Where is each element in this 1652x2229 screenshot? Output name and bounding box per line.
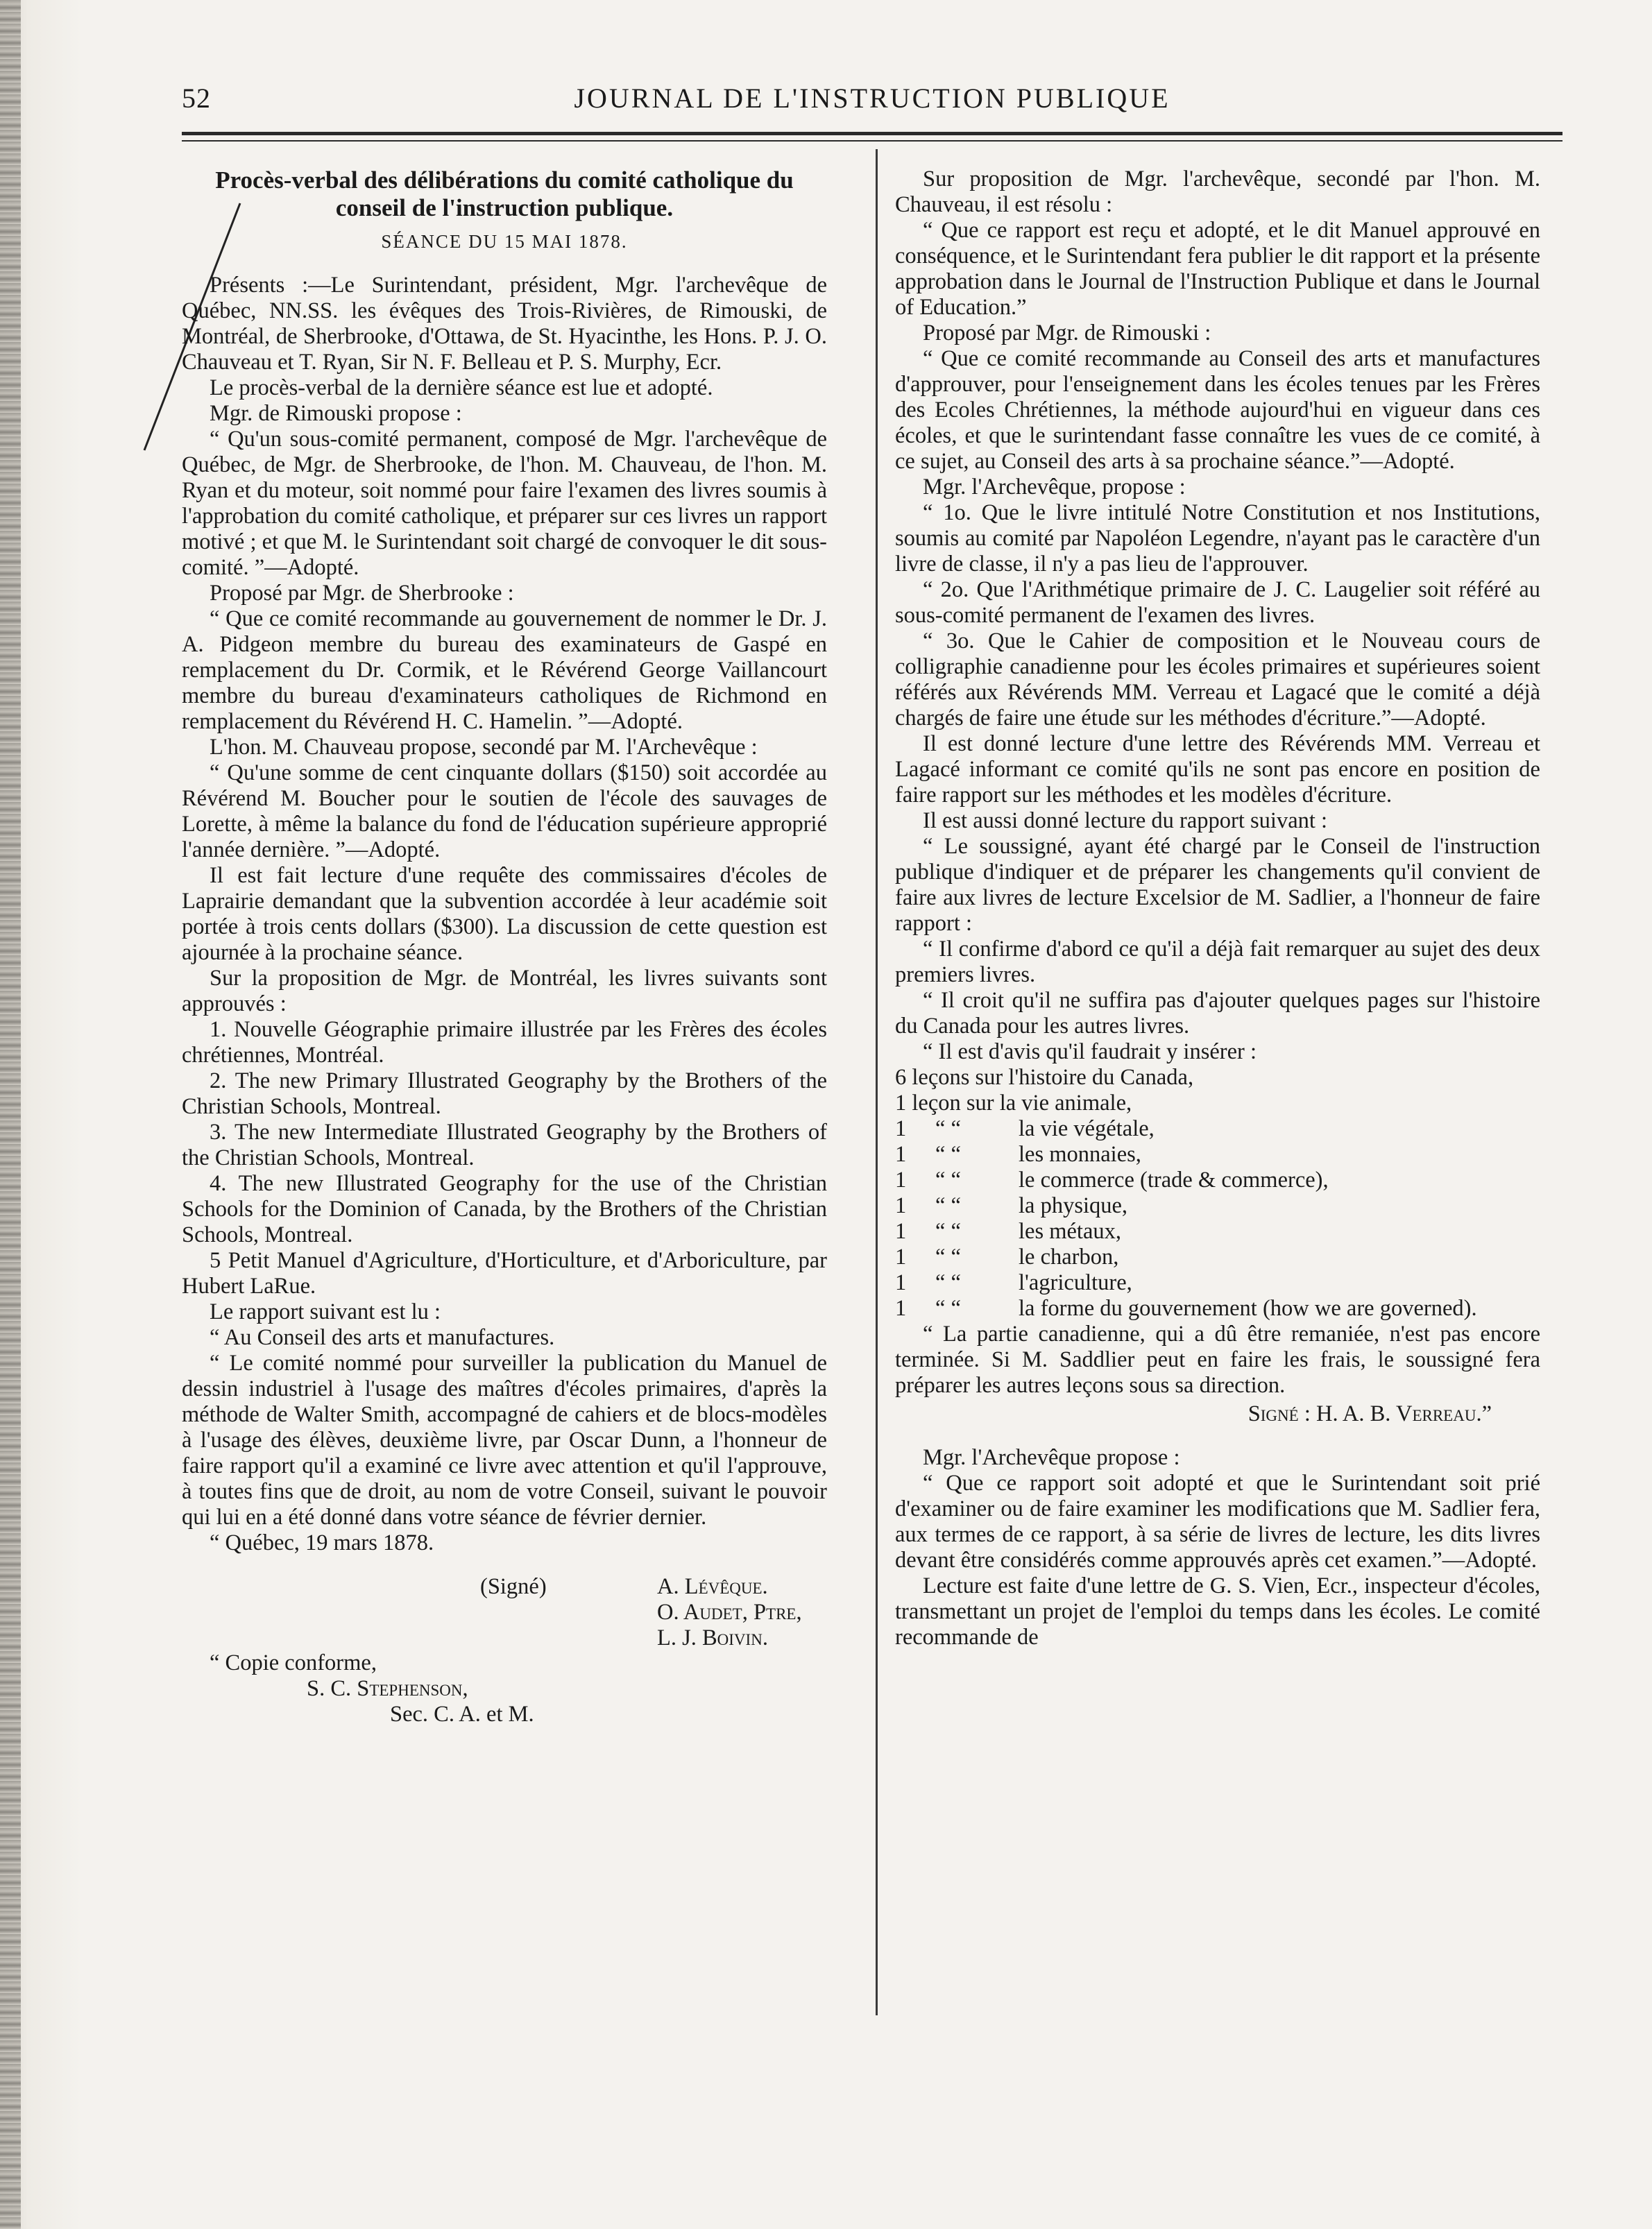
binding-edge	[0, 0, 21, 2229]
signature-label: (Signé)	[480, 1574, 547, 1599]
signatory: L. J. Boivin.	[657, 1625, 768, 1650]
paragraph: “ La partie canadienne, qui a dû être remaniée, n'est pas encore terminée. Si M. Saddlier peut en faire les frais, le soussigné fera préparer les autres leçons sous sa direction.	[895, 1322, 1540, 1398]
right-column	[895, 166, 1540, 1650]
lesson-count: 1	[895, 1245, 907, 1270]
paragraph: “ Il croit qu'il ne suffira pas d'ajouter quelques pages sur l'histoire du Canada pour les autres livres.	[895, 988, 1540, 1039]
paragraph: “ Que ce rapport soit adopté et que le Surintendant soit prié d'examiner ou de faire examiner les modifications que M. Sadlier fera, aux termes de ce rapport, à sa série de livres de lecture, les dits livres devant être considérés comme approuvés après cet examen.”—Adopté.	[895, 1471, 1540, 1573]
paragraph: “ Qu'une somme de cent cinquante dollars ($150) soit accordée au Révérend M. Boucher pour le soutien de l'école des sauvages de Lorette, à même la balance du fond de l'éducation supérieure approprié l'année dernière. ”—Adopté.	[182, 760, 827, 862]
lesson-list-item	[895, 1168, 1540, 1193]
paragraph: “ Il est d'avis qu'il faudrait y insérer :	[923, 1039, 1257, 1064]
lesson-count: 1	[895, 1168, 907, 1193]
paragraph: “ Québec, 19 mars 1878.	[210, 1530, 434, 1555]
lesson-list-item	[895, 1142, 1540, 1168]
lesson-list-item	[895, 1270, 1540, 1296]
lesson-list-item	[895, 1193, 1540, 1219]
session-date: SÉANCE DU 15 MAI 1878.	[381, 231, 628, 252]
paragraph: Proposé par Mgr. de Rimouski :	[923, 321, 1211, 345]
paragraph: “ Il confirme d'abord ce qu'il a déjà fait remarquer au sujet des deux premiers livres.	[895, 937, 1540, 987]
ditto-marks: “ “	[935, 1245, 961, 1270]
lesson-count: 1	[895, 1116, 907, 1141]
book-list-item: 4. The new Illustrated Geography for the use of the Christian Schools for the Dominion of Canada, by the Brothers of the Christian Schools, Montreal.	[182, 1171, 827, 1247]
paragraph: Le rapport suivant est lu :	[210, 1299, 441, 1324]
ditto-marks: “ “	[935, 1219, 961, 1244]
lesson-list-item	[895, 1245, 1540, 1270]
lesson-topic: la forme du gouvernement (how we are governed).	[1019, 1296, 1477, 1321]
certified-copy	[210, 1650, 534, 1727]
book-list-item: 3. The new Intermediate Illustrated Geography by the Brothers of the Christian Schools, Montreal.	[182, 1120, 827, 1170]
lesson-topic: la vie végétale,	[1019, 1116, 1155, 1141]
ditto-marks: “ “	[935, 1193, 961, 1218]
copy-line: “ Copie conforme,	[210, 1650, 377, 1675]
paragraph: Il est aussi donné lecture du rapport suivant :	[923, 808, 1328, 833]
paragraph: “ Que ce comité recommande au Conseil des arts et manufactures d'approuver, pour l'enseignement dans les écoles tenues par les Frères des Ecoles Chrétiennes, la méthode aujourd'hui en vigueur dans ces écoles, et que le surintendant fasse connaître les vues de ce comité, à ce sujet, au Conseil des arts à sa prochaine séance.”—Adopté.	[895, 346, 1540, 474]
paragraph: Mgr. l'Archevêque, propose :	[923, 475, 1186, 499]
paragraph: “ 3o. Que le Cahier de composition et le Nouveau cours de colligraphie canadienne pour les écoles primaires et supérieures soient référés aux Révérends MM. Verreau et Lagacé que le comité a déjà chargés de faire une étude sur les méthodes d'écriture.”—Adopté.	[895, 629, 1540, 731]
lesson-count: 1	[895, 1219, 907, 1244]
paragraph: L'hon. M. Chauveau propose, secondé par M. l'Archevêque :	[210, 735, 758, 760]
signatories	[657, 1574, 802, 1651]
lesson-topic: le commerce (trade & commerce),	[1019, 1168, 1329, 1193]
paragraph: Mgr. l'Archevêque propose :	[923, 1445, 1180, 1470]
lesson-list-item	[895, 1296, 1540, 1322]
page-number: 52	[182, 83, 211, 114]
lesson-list-item: 1 leçon sur la vie animale,	[895, 1091, 1132, 1116]
paragraph: Le procès-verbal de la dernière séance est lue et adopté.	[210, 375, 713, 400]
paragraph: “ Qu'un sous-comité permanent, composé de Mgr. l'archevêque de Québec, de Mgr. de Sherbrooke, de l'hon. M. Chauveau, de l'hon. M. Ryan et du moteur, soit nommé pour faire l'examen des livres soumis à l'approbation du comité catholique, et préparer sur ces livres un rapport motivé ; et que M. le Surintendant soit chargé de convoquer le dit sous-comité. ”—Adopté.	[182, 427, 827, 580]
signatory: O. Audet, Ptre,	[657, 1600, 802, 1625]
lesson-count: 1	[895, 1270, 907, 1295]
paragraph: “ 1o. Que le livre intitulé Notre Constitution et nos Institutions, soumis au comité par Napoléon Legendre, n'ayant pas le caractère d'un livre de classe, il n'y a pas lieu de l'approuver.	[895, 500, 1540, 577]
signatory: A. Lévêque.	[657, 1574, 768, 1599]
running-title: JOURNAL DE L'INSTRUCTION PUBLIQUE	[574, 83, 1170, 114]
lesson-topic: l'agriculture,	[1019, 1270, 1132, 1295]
ditto-marks: “ “	[935, 1168, 961, 1193]
copy-line: Sec. C. A. et M.	[390, 1702, 534, 1727]
book-list-item: 2. The new Primary Illustrated Geography by the Brothers of the Christian Schools, Montreal.	[182, 1068, 827, 1119]
paragraph: Il est donné lecture d'une lettre des Révérends MM. Verreau et Lagacé informant ce comité qu'ils ne sont pas encore en position de faire rapport sur les méthodes et les modèles d'écriture.	[895, 731, 1540, 808]
lesson-list-item	[895, 1219, 1540, 1245]
lesson-topic: le charbon,	[1019, 1245, 1119, 1270]
paragraph: Lecture est faite d'une lettre de G. S. Vien, Ecr., inspecteur d'écoles, transmettant un projet de l'emploi du temps dans les écoles. Le comité recommande de	[895, 1573, 1540, 1650]
lesson-count: 1	[895, 1296, 907, 1321]
book-list-item: 5 Petit Manuel d'Agriculture, d'Horticulture, et d'Arboriculture, par Hubert LaRue.	[182, 1248, 827, 1299]
paragraph: Proposé par Mgr. de Sherbrooke :	[210, 581, 514, 606]
header-rule-thick	[182, 132, 1562, 135]
lesson-topic: les métaux,	[1019, 1219, 1122, 1244]
column-divider	[876, 149, 878, 2015]
paragraph: Sur la proposition de Mgr. de Montréal, les livres suivants sont approuvés :	[182, 966, 827, 1016]
signature-block	[182, 1574, 827, 1727]
lesson-list-item	[895, 1116, 1540, 1142]
page-header	[182, 78, 1562, 119]
article-heading: Procès-verbal des délibérations du comité catholique du conseil de l'instruction publique.	[215, 166, 794, 221]
report-signature: Signé : H. A. B. Verreau.”	[1247, 1401, 1492, 1426]
paragraph: Il est fait lecture d'une requête des commissaires d'écoles de Laprairie demandant que la subvention accordée à leur académie soit portée à trois cents dollars ($300). La discussion de cette question est ajournée à la prochaine séance.	[182, 863, 827, 965]
copy-line: S. C. Stephenson,	[307, 1676, 468, 1701]
paragraph: “ Que ce comité recommande au gouvernement de nommer le Dr. J. A. Pidgeon membre du bureau des examinateurs de Gaspé en remplacement du Dr. Cormik, et le Révérend George Vaillancourt membre du bureau d'examinateurs catholiques de Richmond en remplacement du Révérend H. C. Hamelin. ”—Adopté.	[182, 606, 827, 734]
ditto-marks: “ “	[935, 1270, 961, 1295]
paragraph: “ Que ce rapport est reçu et adopté, et le dit Manuel approuvé en conséquence, et le Surintendant fera publier le dit rapport et la présente approbation dans le Journal de l'Instruction Publique et dans le Journal of Education.”	[895, 218, 1540, 320]
lesson-topic: la physique,	[1019, 1193, 1128, 1218]
lesson-count: 1	[895, 1193, 907, 1218]
lesson-count: 1	[895, 1142, 907, 1167]
ditto-marks: “ “	[935, 1296, 961, 1321]
paragraph: “ Au Conseil des arts et manufactures.	[210, 1325, 555, 1350]
left-column	[182, 166, 827, 1727]
paragraph: Mgr. de Rimouski propose :	[210, 401, 462, 426]
paragraph: “ Le comité nommé pour surveiller la publication du Manuel de dessin industriel à l'usage des maîtres d'écoles primaires, d'après la méthode de Walter Smith, accompagné de cahiers et de blocs-modèles à l'usage des élèves, deuxième livre, par Oscar Dunn, a l'honneur de faire rapport qu'il a examiné ce livre avec attention et qu'il l'approuve, à toutes fins que de droit, au nom de votre Conseil, suivant le pouvoir qui lui en a été donné dans votre séance de février dernier.	[182, 1351, 827, 1530]
ditto-marks: “ “	[935, 1116, 961, 1141]
header-rule-thin	[182, 140, 1562, 142]
paragraph: Sur proposition de Mgr. l'archevêque, secondé par l'hon. M. Chauveau, il est résolu :	[895, 166, 1540, 217]
lesson-topic: les monnaies,	[1019, 1142, 1141, 1167]
paragraph: “ Le soussigné, ayant été chargé par le Conseil de l'instruction publique d'indiquer et de préparer les changements qu'il convient de faire aux livres de lecture Excelsior de M. Sadlier, a l'honneur de faire rapport :	[895, 834, 1540, 936]
ditto-marks: “ “	[935, 1142, 961, 1167]
book-list-item: 1. Nouvelle Géographie primaire illustrée par les Frères des écoles chrétiennes, Montréal.	[182, 1017, 827, 1068]
lesson-list-item: 6 leçons sur l'histoire du Canada,	[895, 1065, 1194, 1090]
paragraph: “ 2o. Que l'Arithmétique primaire de J. C. Laugelier soit référé au sous-comité permanent de l'examen des livres.	[895, 577, 1540, 628]
paragraph: Présents :—Le Surintendant, président, Mgr. l'archevêque de Québec, NN.SS. les évêques des Trois-Rivières, de Rimouski, de Montréal, de Sherbrooke, d'Ottawa, de St. Hyacinthe, les Hons. P. J. O. Chauveau et T. Ryan, Sir N. F. Belleau et P. S. Murphy, Ecr.	[182, 273, 827, 375]
